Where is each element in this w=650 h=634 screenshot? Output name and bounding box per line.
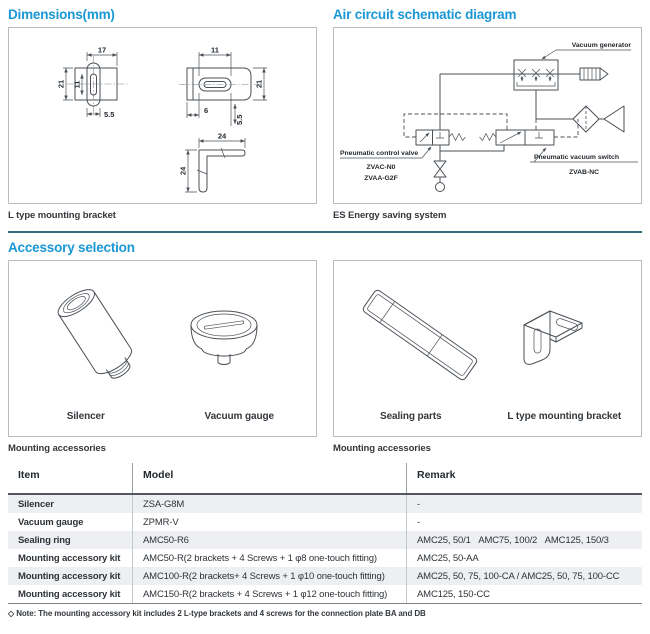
control-valve-model-1: ZVAC-N0	[366, 164, 396, 171]
dim-front-offset: 5.5	[104, 110, 115, 119]
control-valve-label: Pneumatic control valve	[340, 150, 419, 157]
cell-item: Vacuum gauge	[18, 516, 84, 528]
table-row	[8, 567, 642, 585]
dimensions-panel	[8, 27, 317, 204]
cell-item: Sealing ring	[18, 534, 71, 546]
table-row	[8, 549, 642, 567]
vacuum-generator-symbol	[514, 60, 558, 90]
dimensions-title: Dimensions(mm)	[8, 7, 115, 22]
cell-remark: AMC25, 50/1 AMC75, 100/2 AMC125, 150/3	[406, 531, 642, 549]
accessory-labels-1	[9, 411, 316, 422]
l-bracket-label: L type mounting bracket	[507, 411, 622, 422]
dimension-drawing	[9, 28, 315, 203]
air-circuit-caption: ES Energy saving system	[333, 210, 447, 221]
air-circuit-panel	[333, 27, 642, 204]
control-valve-pointer	[422, 147, 431, 158]
switch-output-line	[554, 119, 578, 137]
top-section	[8, 4, 642, 221]
accessory-drawing-2	[334, 261, 638, 401]
air-circuit-diagram	[334, 28, 640, 203]
dim-side-offset: 5.5	[235, 114, 244, 125]
accessory-panel-2	[333, 260, 642, 437]
cell-item: Mounting accessory kit	[18, 588, 121, 600]
sealing-parts-drawing	[362, 289, 478, 381]
pilot-line	[404, 114, 507, 137]
header-model: Model	[132, 463, 406, 493]
cell-item: Silencer	[18, 498, 54, 510]
pneumatic-vacuum-switch-symbol	[480, 130, 555, 145]
l-bracket-drawing	[524, 311, 582, 364]
port-symbol	[436, 183, 445, 192]
generator-pointer	[542, 50, 556, 59]
section-divider	[8, 231, 642, 233]
dim-side-bottom: 6	[204, 106, 209, 115]
accessory-panel-1	[8, 260, 317, 437]
dim-front-height: 21	[56, 79, 66, 89]
note-text: Note: The mounting accessory kit includes 2 L-type brackets and 4 screws for the connection plate BA and DB	[16, 609, 426, 618]
silencer-drawing	[54, 285, 140, 387]
table-body	[8, 495, 642, 604]
accessory-caption-1: Mounting accessories	[8, 443, 106, 454]
check-valve-symbol	[434, 161, 446, 192]
note-diamond-icon: ◇	[8, 609, 15, 618]
cell-item: Mounting accessory kit	[18, 570, 121, 582]
footnote	[8, 609, 642, 618]
vacuum-switch-model: ZVAB-NC	[568, 169, 600, 176]
filter-symbol	[573, 106, 599, 132]
switch-return-line	[440, 145, 504, 151]
cell-model: AMC50-R6	[132, 531, 406, 549]
vacuum-generator-label: Vacuum generator	[571, 42, 631, 49]
exhaust-cone-symbol	[604, 106, 624, 132]
accessory-box-1	[8, 260, 317, 454]
bracket-front-view	[57, 46, 130, 120]
vacuum-switch-label: Pneumatic vacuum switch	[534, 154, 619, 161]
accessory-title: Accessory selection	[8, 240, 135, 255]
cell-remark: AMC25, 50-AA	[406, 549, 642, 567]
air-circuit-section	[333, 4, 642, 221]
pneumatic-control-valve-symbol	[416, 130, 466, 145]
table-row	[8, 585, 642, 603]
dim-profile-width: 24	[217, 131, 227, 141]
dimensions-caption: L type mounting bracket	[8, 210, 116, 221]
cell-model: AMC100-R(2 brackets+ 4 Screws + 1 φ10 one-touch fitting)	[132, 567, 406, 585]
dim-profile-height: 24	[178, 166, 188, 176]
control-valve-model-2: ZVAA-G2F	[364, 175, 398, 182]
bracket-profile-view	[179, 132, 246, 193]
cell-model: ZPMR-V	[132, 513, 406, 531]
air-circuit-title: Air circuit schematic diagram	[333, 7, 517, 22]
bracket-side-view	[179, 46, 267, 127]
sealing-parts-label: Sealing parts	[380, 411, 442, 422]
header-remark: Remark	[406, 463, 642, 493]
table-row	[8, 513, 642, 531]
table-row	[8, 531, 642, 549]
cell-remark: -	[406, 513, 642, 531]
table-row	[8, 495, 642, 513]
header-item: Item	[18, 469, 40, 481]
accessory-caption-2: Mounting accessories	[333, 443, 431, 454]
accessory-drawing-1	[9, 261, 313, 401]
cell-model: AMC50-R(2 brackets + 4 Screws + 1 φ8 one-touch fitting)	[132, 549, 406, 567]
silencer-label: Silencer	[66, 411, 105, 422]
accessory-section	[8, 260, 642, 454]
dim-front-slot: 11	[72, 80, 82, 89]
accessory-labels-2	[334, 411, 641, 422]
exhaust-silencer-symbol	[580, 68, 608, 80]
dim-front-width: 17	[97, 45, 107, 55]
vacuum-line	[536, 90, 573, 119]
dimensions-section	[8, 4, 317, 221]
cell-model: ZSA-G8M	[132, 495, 406, 513]
cell-item: Mounting accessory kit	[18, 552, 121, 564]
cell-model: AMC150-R(2 brackets + 4 Screws + 1 φ12 one-touch fitting)	[132, 585, 406, 603]
dim-side-height: 21	[254, 79, 264, 89]
accessory-box-2	[333, 260, 642, 454]
vacuum-gauge-drawing	[191, 311, 257, 365]
vacuum-gauge-label: Vacuum gauge	[204, 411, 274, 422]
cell-remark: -	[406, 495, 642, 513]
accessory-table	[8, 463, 642, 604]
dim-side-top: 11	[211, 45, 219, 55]
cell-remark: AMC125, 150-CC	[406, 585, 642, 603]
table-header-row	[8, 463, 642, 495]
cell-remark: AMC25, 50, 75, 100-CA / AMC25, 50, 75, 100-CC	[406, 567, 642, 585]
